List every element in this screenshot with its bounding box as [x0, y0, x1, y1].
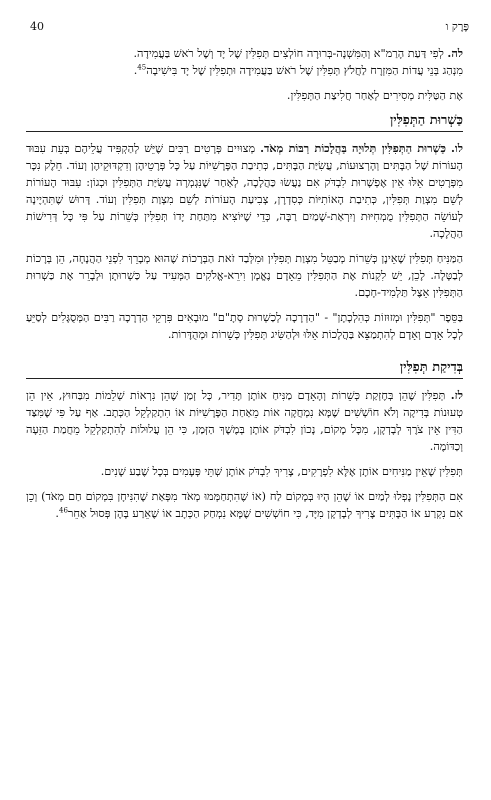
paragraph-38: הַמַּנִּיחַ תְּפִלִּין שֶׁאֵינָן כְּשֵׁרוֹת מְבַטֵּל מִצְוַת תְּפִלִּין וּמִלְּבַד זֹאת הַבְּרָכוֹת שֶׁהוּא מְבָרֵךְ לִפְנֵי הַהֲנָחָה, הֵן בְּרָכוֹת לְבַטָּלָה. לָכֵן, יֵשׁ לִקְנוֹת אֶת הַתְּפִלִּין מֵאָדָם נֶאֱמָן וִירֵא-אֱלֹקִים הַמְּעִיד עַל כַּשְׁרוּתָן וּלְבָרֵר אֶת כַּשְׁרוּת הַתְּפִלִּין אֵצֶל תַּלְמִיד-חָכָם. [26, 252, 463, 300]
page-header [30, 20, 469, 34]
paragraph-39: בַּסֵּפֶר "תְּפִלִּין וּמְזוּזוֹת כְּהִלְכָתָן" - "הַדְרָכָה לְכַשְׁרוּת סְתָ"ם" מוּבָאִים פִּרְקֵי הַדְרָכָה רַבִּים הַמְּסֻגָּלִים לְסַיֵּעַ לְכָל אָדָם וְאָדָם לְהִתְמַצֵּא בַּהֲלָכוֹת אֵלּוּ וּלְהַשִּׂיג תְּפִלִּין כְּשֵׁרוֹת וּמְהֻדָּרוֹת. [26, 311, 463, 342]
page-number: 40 [30, 20, 44, 33]
paragraph-42 [26, 488, 463, 522]
paragraph-37 [26, 140, 463, 242]
chapter-running-head: פֶּרֶק ו [445, 20, 469, 33]
paragraph-35 [26, 45, 463, 79]
paragraph-label: לה. [447, 46, 463, 60]
page-body [26, 45, 463, 530]
paragraph-text: אִם הַתְּפִלִּין נָפְלוּ לְמַיִם אוֹ שֶׁהֵן הָיוּ בְּמָקוֹם לַח (אוֹ שֶׁהִתְחַמְּמוּ מְאֹד מִפְּאַת שֶׁהִנִּיחָן בִּמְקוֹם חַם מְאֹד) וְכֵן אִם נִקְרַע אוֹ הַבָּתִּים צָרִיךְ לְבָדְקָן מִיָּד, כִּי חוֹשְׁשִׁים שֶׁמָּא נִמְחַק הַכְּתָב אוֹ שֶׁאֵרַע בָּהֶן פְּסוּל אַחֵר [26, 490, 463, 521]
footnote-marker: 46 [58, 506, 68, 515]
paragraph-36: אֶת הַטַּלִּית מְסִירִים לְאַחַר חֲלִיצַת הַתְּפִלִּין. [286, 89, 463, 103]
section-heading-bedikat: בְּדִיקַת תְּפִלִּין [26, 359, 463, 379]
paragraph-lead: כַּשְׁרוּת הַתְּפִלִּין תְּלוּיָה בַּהֲלָכוֹת רַבּוֹת מְאֹד. [260, 141, 446, 156]
paragraph-label: לז. [450, 388, 463, 403]
section-heading-kashrut: כַּשְׁרוּת הַתְּפִלִּין [26, 112, 463, 132]
paragraph-text: לְפִי דַּעַת הָרַמ"א וְהַמִּשְׁנָה-בְּרוּרָה חוֹלְצִים תְּפִלִּין שֶׁל יָד וְשֶׁל רֹאשׁ בַּעֲמִידָה. [133, 47, 444, 60]
paragraph-text: מְצוּיִים פְּרָטִים רַבִּים שֶׁיֵּשׁ לְהַקְפִּיד עֲלֵיהֶם בְּעֵת עִבּוּד הָעוֹרוֹת שֶׁל הַבָּתִּים וְהָרְצוּעוֹת, עֲשִׂיַּת הַבָּתִּים, כְּתִיבַת הַפָּרָשִׁיּוֹת עַל כָּל פְּרָטֵיהֶן וְדִקְדּוּקֵיהֶן וְעוֹד. חֵלֶק נִכָּר מִפְּרָטִים אֵלּוּ אֵין אֶפְשָׁרוּת לִבְדֹּק אִם נַעֲשׂוּ כַּהֲלָכָה, לְאַחַר שֶׁנִּגְמְרָה עֲשִׂיַּת הַתְּפִלִּין וּכְגוֹן: עִבּוּד הָעוֹרוֹת לְשֵׁם מִצְוַת תְּפִלִּין, כְּתִיבַת הָאוֹתִיּוֹת כְּסִדְרָן, צְבִיעַת הָעוֹרוֹת לְשֵׁם מִצְוַת תְּפִלִּין וְעוֹד. דָּרוּשׁ שֶׁתִּהְיֶינָה לְעוֹשֵׂה הַתְּפִלִּין מֻמְחִיּוּת וְיִרְאַת-שָׁמַיִם רַבָּה, כְּדֵי שֶׁיּוֹצִיא מִתַּחַת יָדוֹ תְּפִלִּין כְּשֵׁרוֹת עַל פִּי כָּל דְּרִישׁוֹת הַהֲלָכָה. [26, 142, 463, 241]
paragraph-label: לו. [451, 141, 463, 156]
paragraph-40 [26, 387, 463, 455]
punctuation: . [55, 507, 59, 521]
paragraph-text: תְּפִלִּין שֶׁהֵן בְּחֶזְקַת כְּשֵׁרוֹת וְהָאָדָם מַנִּיחַ אוֹתָן תָּדִיר, כָּל זְמַן שֶׁהֵן נִרְאוֹת שְׁלֵמוֹת מִבַּחוּץ, אֵין הֵן טְעוּנוֹת בְּדִיקָה וְלֹא חוֹשְׁשִׁים שֶׁמָּא נִמְחֲקָה אוֹת מֵאַחַת הַפָּרָשִׁיּוֹת אוֹ הִתְקַלְקֵל הַכְּתָב. אַף עַל פִּי שֶׁמִּצַּד הַדִּין אֵין צֹרֶךְ לְבָדְקָן, מִכָּל מָקוֹם, נָכוֹן לִבְדֹּק אוֹתָן בְּמֶשֶׁךְ הַזְּמַן, כִּי הֵן עֲלוּלוֹת לְהִתְקַלְקֵל מֵחֲמַת הַזֵּעָה וְכַדּוֹמֶה. [26, 389, 463, 454]
paragraph-text: מִנְהַג בְּנֵי עֲדוֹת הַמִּזְרָח לַחֲלֹץ תְּפִלִּין שֶׁל רֹאשׁ בַּעֲמִידָה וּתְפִלִּין שֶׁל יָד בִּישִׁיבָה [146, 64, 463, 78]
punctuation: . [133, 64, 138, 78]
paragraph-41: תְּפִלִּין שֶׁאֵין מַנִּיחִים אוֹתָן אֶלָּא לִפְרָקִים, צָרִיךְ לִבְדֹּק אוֹתָן שְׁתֵּי פְּעָמִים בְּכָל שֶׁבַע שָׁנִים. [100, 465, 463, 479]
footnote-marker: 45 [137, 63, 147, 72]
